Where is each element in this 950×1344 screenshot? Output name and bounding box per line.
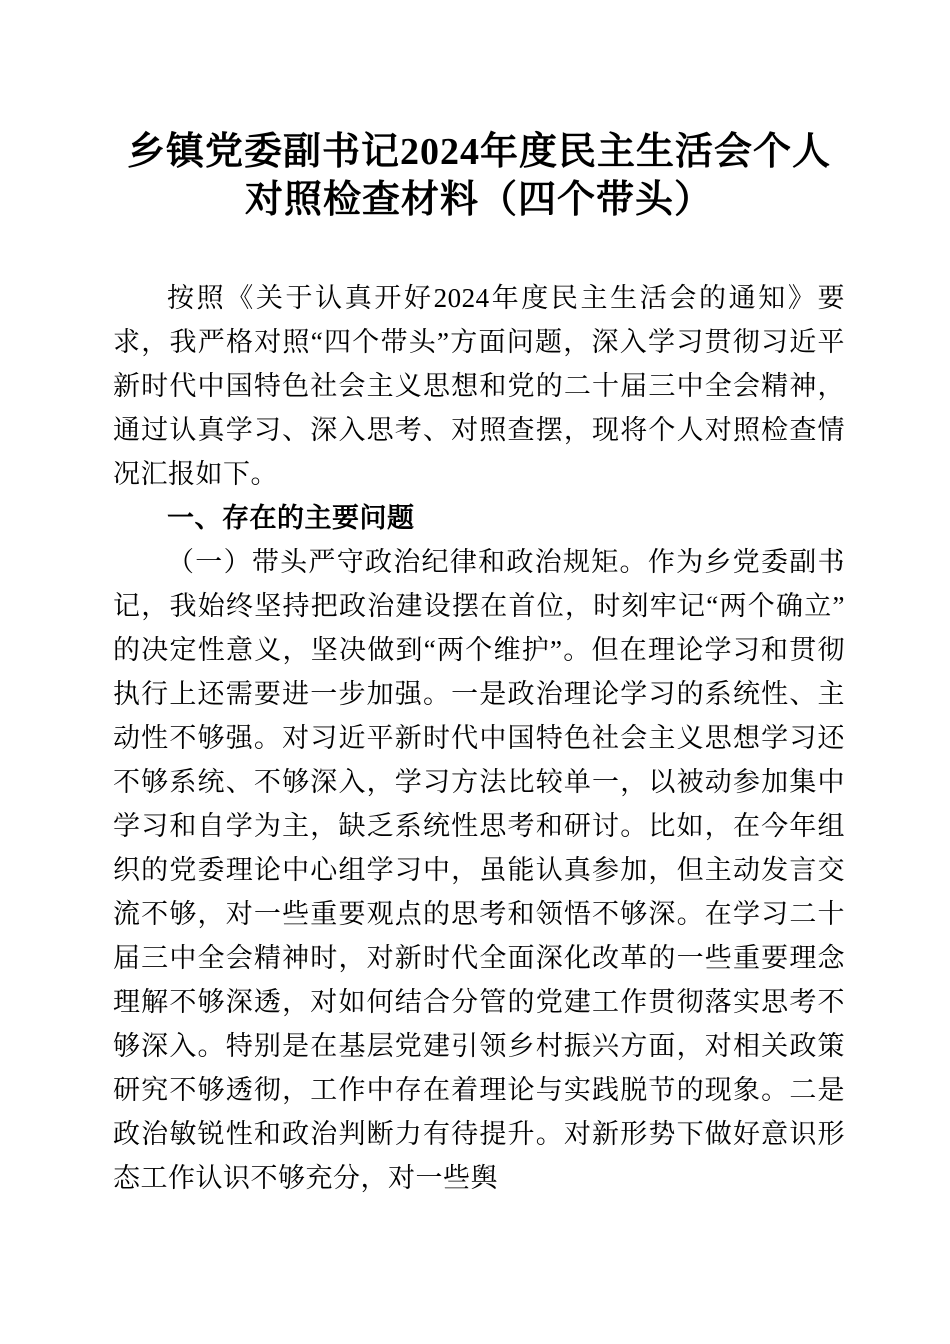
document-content [113, 0, 845, 1200]
intro-paragraph: 按照《关于认真开好2024年度民主生活会的通知》要求，我严格对照“四个带头”方面问题，深入学习贯彻习近平新时代中国特色社会主义思想和党的二十届三中全会精神，通过认真学习、深入思考、对照查摆，现将个人对照检查情况汇报如下。 [113, 283, 845, 489]
item-1-body: 作为乡党委副书记，我始终坚持把政治建设摆在首位，时刻牢记“两个确立”的决定性意义，坚决做到“两个维护”。但在理论学习和贯彻执行上还需要进一步加强。一是政治理论学习的系统性、主动性不够强。对习近平新时代中国特色社会主义思想学习还不够系统、不够深入，学习方法比较单一，以被动参加集中学习和自学为主，缺乏系统性思考和研讨。比如，在今年组织的党委理论中心组学习中，虽能认真参加，但主动发言交流不够，对一些重要观点的思考和领悟不够深。在学习二十届三中全会精神时，对新时代全面深化改革的一些重要理念理解不够深透，对如何结合分管的党建工作贯彻落实思考不够深入。特别是在基层党建引领乡村振兴方面，对相关政策研究不够透彻，工作中存在着理论与实践脱节的现象。二是政治敏锐性和政治判断力有待提升。对新形势下做好意识形态工作认识不够充分，对一些舆 [113, 547, 846, 1193]
document-title: 乡镇党委副书记2024年度民主生活会个人对照检查材料（四个带头） [126, 131, 831, 221]
item-paragraph-1 [113, 540, 845, 1200]
item-1-lead: （一）带头严守政治纪律和政治规矩。 [167, 547, 648, 577]
section-heading-main-problems: 一、存在的主要问题 [167, 503, 415, 533]
